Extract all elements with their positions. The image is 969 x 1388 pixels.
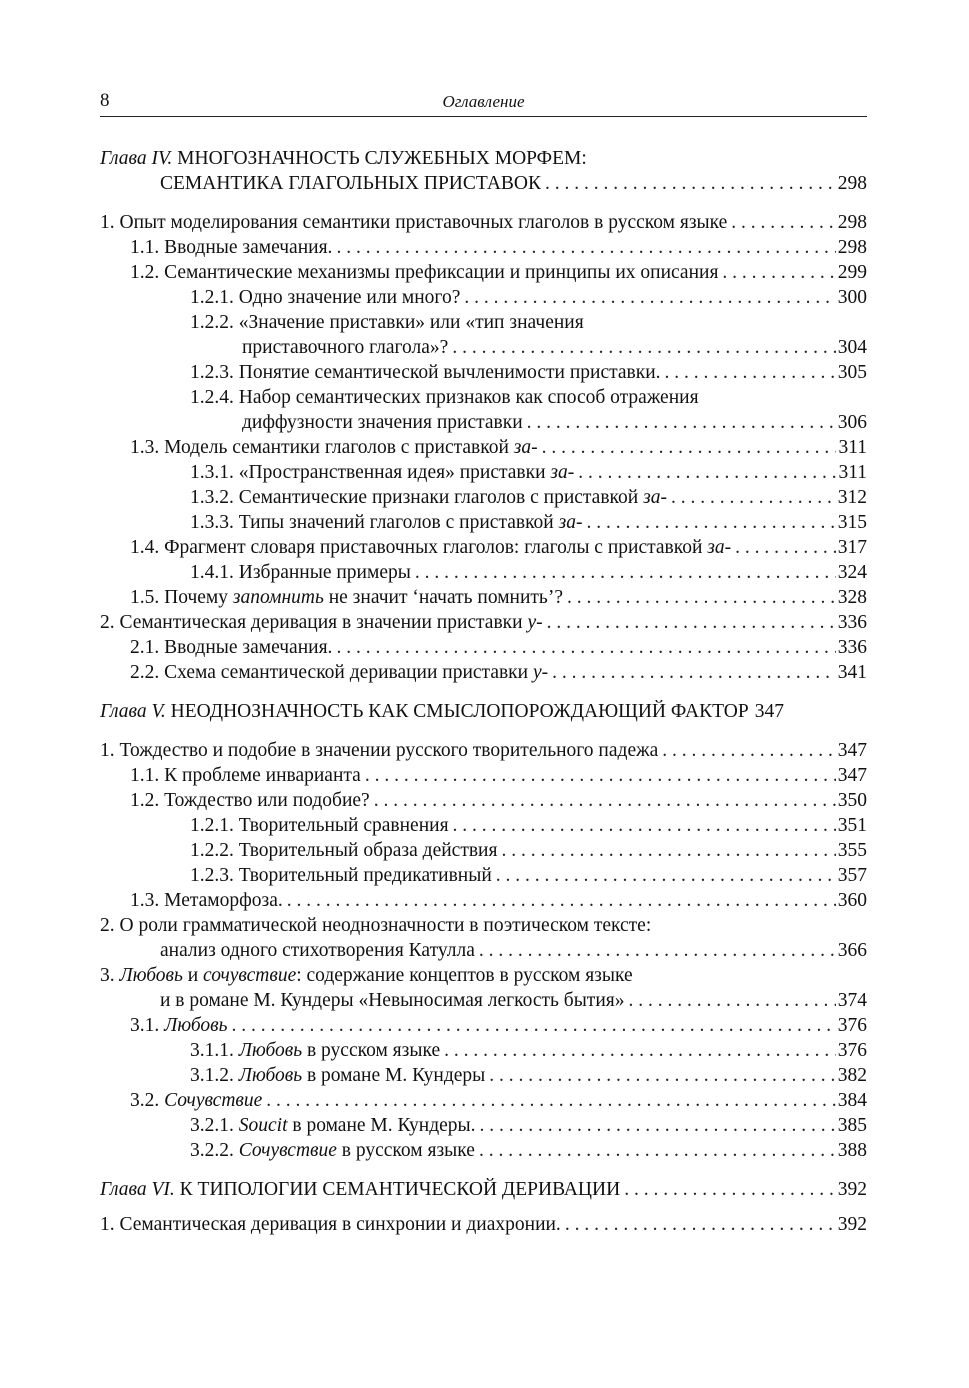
leader-dots [479, 1138, 836, 1163]
entry-italic: у- [527, 612, 543, 633]
leader-dots [735, 535, 836, 560]
entry-title: : содержание концептов в русском языке [296, 965, 633, 986]
leader-dots [287, 888, 836, 913]
toc-entry[interactable] [100, 788, 867, 813]
chapter-4-heading [100, 146, 867, 171]
page-ref: 324 [837, 562, 867, 583]
table-of-contents [100, 146, 867, 1237]
leader-dots [496, 863, 836, 888]
leader-dots [444, 1038, 836, 1063]
entry-title: 3.1.2. [190, 1065, 239, 1086]
toc-entry-line[interactable] [100, 963, 867, 988]
entry-title: 1.1. Вводные замечания. [130, 237, 333, 258]
leader-dots [452, 335, 835, 360]
page-ref: 388 [837, 1140, 867, 1161]
leader-dots [336, 235, 835, 260]
toc-entry[interactable] [100, 485, 867, 510]
leader-dots [374, 788, 836, 813]
entry-italic: Любовь [238, 1040, 303, 1061]
page-ref: 341 [837, 662, 867, 683]
leader-dots [552, 660, 836, 685]
toc-entry[interactable] [100, 1038, 867, 1063]
page-ref: 306 [837, 412, 867, 433]
toc-entry-line[interactable] [100, 385, 867, 410]
entry-italic: за- [707, 537, 732, 558]
page-ref: 355 [837, 840, 867, 861]
page-ref: 347 [754, 701, 784, 722]
leader-dots [567, 585, 836, 610]
toc-entry[interactable] [100, 1138, 867, 1163]
leader-dots [501, 838, 835, 863]
entry-title: 1.2.2. Творительный образа действия [190, 840, 498, 861]
entry-title-cont: и в романе М. Кундеры «Невыносимая легкость бытия» [160, 990, 625, 1011]
entry-title: 1.3. Метаморфоза. [130, 890, 283, 911]
toc-entry[interactable] [100, 838, 867, 863]
toc-entry[interactable] [100, 585, 867, 610]
toc-entry[interactable] [100, 863, 867, 888]
entry-italic: за- [550, 462, 575, 483]
page-ref: 298 [837, 212, 867, 233]
chapter-6-heading[interactable] [100, 1177, 867, 1202]
chapter-label: Глава IV. [100, 148, 173, 169]
leader-dots [624, 1177, 836, 1202]
entry-title: 1. Семантическая деривация в синхронии и диахронии. [100, 1214, 561, 1235]
toc-entry[interactable] [100, 888, 867, 913]
entry-title: 1.2. Тождество или подобие? [130, 790, 370, 811]
toc-entry[interactable] [100, 260, 867, 285]
page-ref: 315 [837, 512, 867, 533]
leader-dots [545, 171, 836, 196]
page-ref: 305 [837, 362, 867, 383]
toc-entry[interactable] [100, 460, 867, 485]
leader-dots [336, 635, 835, 660]
entry-title: 1.3.2. Семантические признаки глаголов с приставкой [190, 487, 644, 508]
entry-italic: за- [558, 512, 583, 533]
entry-title: 1.5. Почему [130, 587, 233, 608]
toc-entry-line[interactable] [100, 310, 867, 335]
entry-title-tail: в русском языке [336, 1140, 475, 1161]
toc-entry[interactable] [100, 435, 867, 460]
toc-entry[interactable] [100, 1088, 867, 1113]
toc-entry[interactable] [100, 610, 867, 635]
page-ref: 300 [837, 287, 867, 308]
toc-entry-line[interactable] [100, 913, 867, 938]
toc-entry[interactable] [100, 1212, 867, 1237]
leader-dots [480, 1113, 836, 1138]
page-ref: 351 [837, 815, 867, 836]
entry-title: 2. Семантическая деривация в значении приставки [100, 612, 528, 633]
page-ref: 376 [837, 1040, 867, 1061]
entry-title: 1.2.3. Понятие семантической вычленимости приставки. [190, 362, 661, 383]
page-number: 8 [100, 90, 110, 111]
toc-entry[interactable] [100, 335, 867, 360]
leader-dots [464, 285, 835, 310]
page-ref: 317 [837, 537, 867, 558]
entry-italic: у- [532, 662, 549, 683]
entry-title: 2.1. Вводные замечания. [130, 637, 333, 658]
page-header [100, 88, 867, 117]
entry-title-tail: в русском языке [302, 1040, 441, 1061]
leader-dots [722, 260, 835, 285]
leader-dots [578, 460, 836, 485]
page-ref: 311 [838, 462, 867, 483]
toc-entry[interactable] [100, 285, 867, 310]
page-ref: 366 [837, 940, 867, 961]
page-ref: 384 [837, 1090, 867, 1111]
entry-title: 1. Тождество и подобие в значении русского творительного падежа [100, 740, 659, 761]
toc-entry[interactable] [100, 171, 867, 196]
entry-italic: Любовь [164, 1015, 228, 1036]
leader-dots [565, 1212, 836, 1237]
page-ref: 311 [838, 437, 867, 458]
page-ref: 374 [837, 990, 867, 1011]
entry-title-tail: не значит ‘начать помнить’? [323, 587, 563, 608]
page-ref: 347 [837, 765, 867, 786]
page-ref: 298 [837, 237, 867, 258]
page-ref: 385 [837, 1115, 867, 1136]
toc-entry[interactable] [100, 235, 867, 260]
page-ref: 298 [837, 173, 867, 194]
chapter-label: Глава VI. [100, 1179, 175, 1200]
leader-dots [527, 410, 836, 435]
entry-title: 1.2. Семантические механизмы префиксации и принципы их описания [130, 262, 719, 283]
entry-italic: Сочувствие [164, 1090, 263, 1111]
chapter-label: Глава V. [100, 701, 166, 722]
entry-title-cont: анализ одного стихотворения Катулла [160, 940, 475, 961]
page-ref: 382 [837, 1065, 867, 1086]
toc-entry[interactable] [100, 210, 867, 235]
page-ref: 392 [837, 1179, 867, 1200]
toc-entry[interactable] [100, 938, 867, 963]
entry-italic: Soucit [238, 1115, 288, 1136]
toc-entry[interactable] [100, 360, 867, 385]
toc-entry[interactable] [100, 813, 867, 838]
page-ref: 392 [837, 1214, 867, 1235]
entry-title: 1.2.1. Творительный сравнения [190, 815, 449, 836]
toc-entry[interactable] [100, 988, 867, 1013]
leader-dots [365, 763, 836, 788]
entry-title: 1.3.1. «Пространственная идея» приставки [190, 462, 551, 483]
running-title: Оглавление [442, 92, 525, 111]
entry-italic: за- [643, 487, 667, 508]
leader-dots [415, 560, 836, 585]
entry-title: 1. Опыт моделирования семантики приставочных глаголов в русском языке [100, 212, 728, 233]
page-ref: 299 [837, 262, 867, 283]
toc-entry[interactable] [100, 660, 867, 685]
entry-italic: сочувствие [203, 965, 297, 986]
chapter-title-cont: СЕМАНТИКА ГЛАГОЛЬНЫХ ПРИСТАВОК [160, 173, 541, 194]
toc-entry[interactable] [100, 535, 867, 560]
page-ref: 312 [837, 487, 867, 508]
page-ref: 376 [837, 1015, 867, 1036]
entry-title: 1.3.3. Типы значений глаголов с приставкой [190, 512, 559, 533]
entry-title: 3.2. [130, 1090, 165, 1111]
leader-dots [731, 210, 835, 235]
chapter-title: НЕОДНОЗНАЧНОСТЬ КАК СМЫСЛОПОРОЖДАЮЩИЙ ФАКТОР [165, 701, 749, 722]
toc-entry[interactable] [100, 1013, 867, 1038]
entry-title: 3.2.2. [190, 1140, 239, 1161]
entry-title-tail: в романе М. Кундеры [302, 1065, 486, 1086]
toc-entry[interactable] [100, 510, 867, 535]
leader-dots [266, 1088, 835, 1113]
toc-entry[interactable] [100, 738, 867, 763]
chapter-title: МНОГОЗНАЧНОСТЬ СЛУЖЕБНЫХ МОРФЕМ: [172, 148, 587, 169]
leader-dots [586, 510, 835, 535]
entry-title: 3.1.1. [190, 1040, 239, 1061]
leader-dots [547, 610, 836, 635]
leader-dots [671, 485, 836, 510]
toc-entry[interactable] [100, 560, 867, 585]
toc-entry[interactable] [100, 635, 867, 660]
entry-title: 3.1. [130, 1015, 165, 1036]
leader-dots [231, 1013, 835, 1038]
entry-title: 1.2.3. Творительный предикативный [190, 865, 492, 886]
entry-title-cont: диффузности значения приставки [242, 412, 523, 433]
page-ref: 304 [837, 337, 867, 358]
entry-title-tail: в романе М. Кундеры. [287, 1115, 476, 1136]
leader-dots [628, 988, 835, 1013]
entry-italic: Любовь [238, 1065, 303, 1086]
leader-dots [479, 938, 836, 963]
page-ref: 347 [837, 740, 867, 761]
page-ref: 357 [837, 865, 867, 886]
leader-dots [662, 738, 836, 763]
entry-number: 3. [100, 965, 120, 986]
entry-title: 1.4. Фрагмент словаря приставочных глаголов: глаголы с приставкой [130, 537, 708, 558]
chapter-5-heading[interactable] [100, 699, 867, 724]
toc-entry[interactable] [100, 1063, 867, 1088]
entry-title: 1.2.4. Набор семантических признаков как способ отражения [190, 387, 699, 408]
page-ref: 336 [837, 637, 867, 658]
page-ref: 336 [837, 612, 867, 633]
entry-title: 1.4.1. Избранные примеры [190, 562, 411, 583]
toc-entry[interactable] [100, 763, 867, 788]
page-ref: 360 [837, 890, 867, 911]
entry-title: 3.2.1. [190, 1115, 239, 1136]
entry-italic: Любовь [119, 965, 183, 986]
entry-title: 1.1. К проблеме инварианта [130, 765, 361, 786]
page-ref: 350 [837, 790, 867, 811]
entry-title: 2. О роли грамматической неоднозначности в поэтическом тексте: [100, 915, 652, 936]
chapter-title: К ТИПОЛОГИИ СЕМАНТИЧЕСКОЙ ДЕРИВАЦИИ [174, 1179, 621, 1200]
entry-title-cont: приставочного глагола»? [242, 337, 449, 358]
leader-dots [453, 813, 836, 838]
entry-title: 1.2.1. Одно значение или много? [190, 287, 461, 308]
entry-italic: за- [513, 437, 538, 458]
toc-entry[interactable] [100, 1113, 867, 1138]
entry-title: и [182, 965, 204, 986]
entry-title: 1.2.2. «Значение приставки» или «тип значения [190, 312, 584, 333]
page-ref: 328 [837, 587, 867, 608]
leader-dots [665, 360, 836, 385]
entry-title: 1.3. Модель семантики глаголов с приставкой [130, 437, 514, 458]
toc-entry[interactable] [100, 410, 867, 435]
entry-italic: запомнить [232, 587, 324, 608]
entry-title: 2.2. Схема семантической деривации приставки [130, 662, 533, 683]
leader-dots [542, 435, 837, 460]
leader-dots [489, 1063, 836, 1088]
entry-italic: Сочувствие [238, 1140, 337, 1161]
